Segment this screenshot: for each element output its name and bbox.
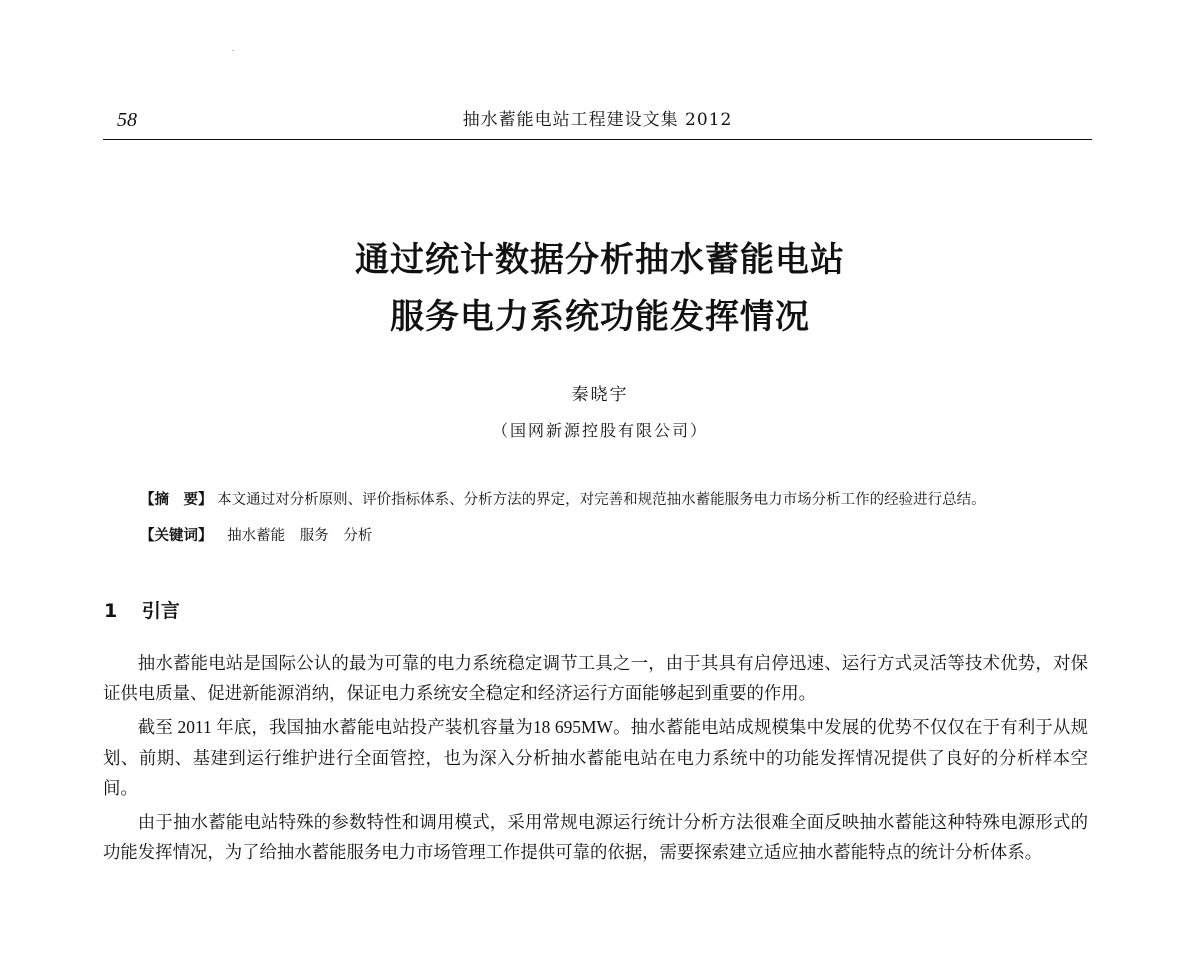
article-title [100, 232, 1100, 346]
abstract-paragraph [140, 486, 1050, 514]
author-affiliation: （国网新源控股有限公司） [491, 421, 708, 440]
article-title-line-2: 服务电力系统功能发挥情况 [390, 297, 810, 337]
body-text [103, 648, 1088, 871]
abstract-block [140, 486, 1050, 550]
body-paragraph: 截至 2011 年底，我国抽水蓄能电站投产装机容量为18 695MW。抽水蓄能电站成规模集中发展的优势不仅仅在于有利于从规划、前期、基建到运行维护进行全面管控，也为深入分析抽水蓄能电站在电力系统中的功能发挥情况提供了良好的分析样本空间。 [103, 717, 1088, 798]
body-paragraph: 抽水蓄能电站是国际公认的最为可靠的电力系统稳定调节工具之一，由于其具有启停迅速、运行方式灵活等技术优势，对保证供电质量、促进新能源消纳，保证电力系统安全稳定和经济运行方面能够起到重要的作用。 [103, 653, 1088, 704]
journal-title: 抽水蓄能电站工程建设文集 2012 [462, 110, 733, 130]
section-title: 引言 [141, 600, 180, 622]
scan-speck [232, 50, 234, 51]
header-rule [103, 139, 1092, 140]
abstract-label: 【摘 要】 [140, 492, 213, 508]
body-paragraph: 由于抽水蓄能电站特殊的参数特性和调用模式，采用常规电源运行统计分析方法很难全面反映抽水蓄能这种特殊电源形式的功能发挥情况，为了给抽水蓄能服务电力市场管理工作提供可靠的依据，需要探索建立适应抽水蓄能特点的统计分析体系。 [103, 812, 1088, 863]
keywords-line [140, 522, 1050, 550]
section-heading [104, 596, 180, 626]
section-number: 1 [104, 600, 118, 622]
article-title-line-1: 通过统计数据分析抽水蓄能电站 [355, 240, 845, 280]
keyword: 服务 [299, 528, 329, 544]
author-name: 秦晓宇 [571, 385, 629, 405]
page-number: 58 [117, 109, 137, 131]
keyword: 抽水蓄能 [227, 528, 286, 544]
keyword: 分析 [343, 528, 373, 544]
running-header [103, 108, 1092, 134]
keywords-label: 【关键词】 [140, 528, 213, 544]
abstract-text: 本文通过对分析原则、评价指标体系、分析方法的界定，对完善和规范抽水蓄能服务电力市场分析工作的经验进行总结。 [217, 492, 986, 508]
